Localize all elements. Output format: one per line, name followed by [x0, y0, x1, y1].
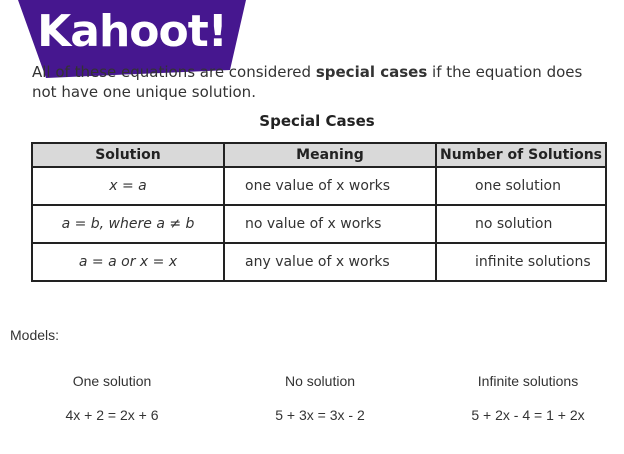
intro-rest: if the equation does not have one unique solution. — [32, 63, 583, 101]
model-title: Infinite solutions — [477, 373, 579, 389]
table-row — [32, 205, 606, 243]
intro-paragraph — [32, 62, 592, 102]
cell-number-of-solutions: one solution — [436, 167, 606, 205]
intro-lead: All of these equations are considered — [32, 63, 312, 81]
cell-solution: a = b, where a ≠ b — [32, 205, 224, 243]
cell-solution: x = a — [32, 167, 224, 205]
table-row — [32, 243, 606, 281]
cell-solution: a = a or x = x — [32, 243, 224, 281]
cell-meaning: one value of x works — [224, 167, 436, 205]
header-meaning: Meaning — [224, 143, 436, 167]
header-solution: Solution — [32, 143, 224, 167]
table-title: Special Cases — [259, 112, 375, 130]
table-header-row — [32, 143, 606, 167]
cell-number-of-solutions: no solution — [436, 205, 606, 243]
special-cases-table — [31, 142, 607, 282]
cell-meaning: any value of x works — [224, 243, 436, 281]
models-label: Models: — [10, 327, 60, 343]
table-row — [32, 167, 606, 205]
model-title: No solution — [284, 373, 356, 389]
model-title: One solution — [72, 373, 152, 389]
cell-meaning: no value of x works — [224, 205, 436, 243]
model-equation: 5 + 2x - 4 = 1 + 2x — [471, 407, 585, 423]
cell-number-of-solutions: infinite solutions — [436, 243, 606, 281]
logo-text: Kahoot! — [37, 6, 227, 57]
model-equation: 4x + 2 = 2x + 6 — [65, 407, 159, 423]
header-number-of-solutions: Number of Solutions — [436, 143, 606, 167]
intro-emphasis: special cases — [315, 63, 428, 81]
model-equation: 5 + 3x = 3x - 2 — [275, 407, 365, 423]
